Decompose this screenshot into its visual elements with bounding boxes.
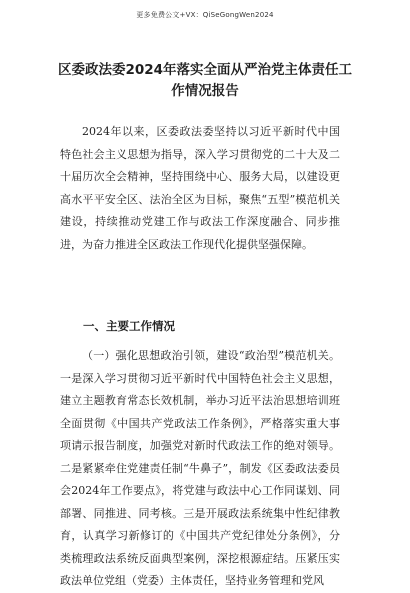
intro-paragraph: 2024年以来，区委政法委坚持以习近平新时代中国特色社会主义思想为指导，深入学习贯彻党的二十大及二十届历次全会精神，坚持围绕中心、服务大局，以建设更高水平平安全区、法治全区为目标，聚焦“五型”模范机关建设，持续推动党建工作与政法工作深度融合、同步推进，为奋力推进全区政法工作现代化提供坚强保障。 [60,125,340,251]
document-title: 区委政法委2024年落实全面从严治党主体责任工作情况报告 [57,62,353,99]
section-heading: 一、主要工作情况 [83,319,175,333]
section1-paragraph [60,345,340,593]
header-note: 更多免费公文+VX：QiSeGongWen2024 [136,11,274,19]
subsection-heading: （一）强化思想政治引领，建设“政治型”模范机关。 [82,349,340,362]
section1-body: 一是深入学习贯彻习近平新时代中国特色社会主义思想，建立主题教育常态长效机制，举办习近平法治思想培训班全面贯彻《中国共产党政法工作条例》，严格落实重大事项请示报告制度，加强党对新时代政法工作的绝对领导。二是紧紧牵住党建责任制“牛鼻子”，制发《区委政法委员会2024年工作要点》，将党建与政法中心工作同谋划、同部署、同推进、同考核。三是开展政法系统集中性纪律教育，认真学习新修订的《中国共产党纪律处分条例》，分类梳理政法系统反面典型案例，深挖根源症结。压紧压实政法单位党组（党委）主体责任，坚持业务管理和党风 [60,371,340,587]
